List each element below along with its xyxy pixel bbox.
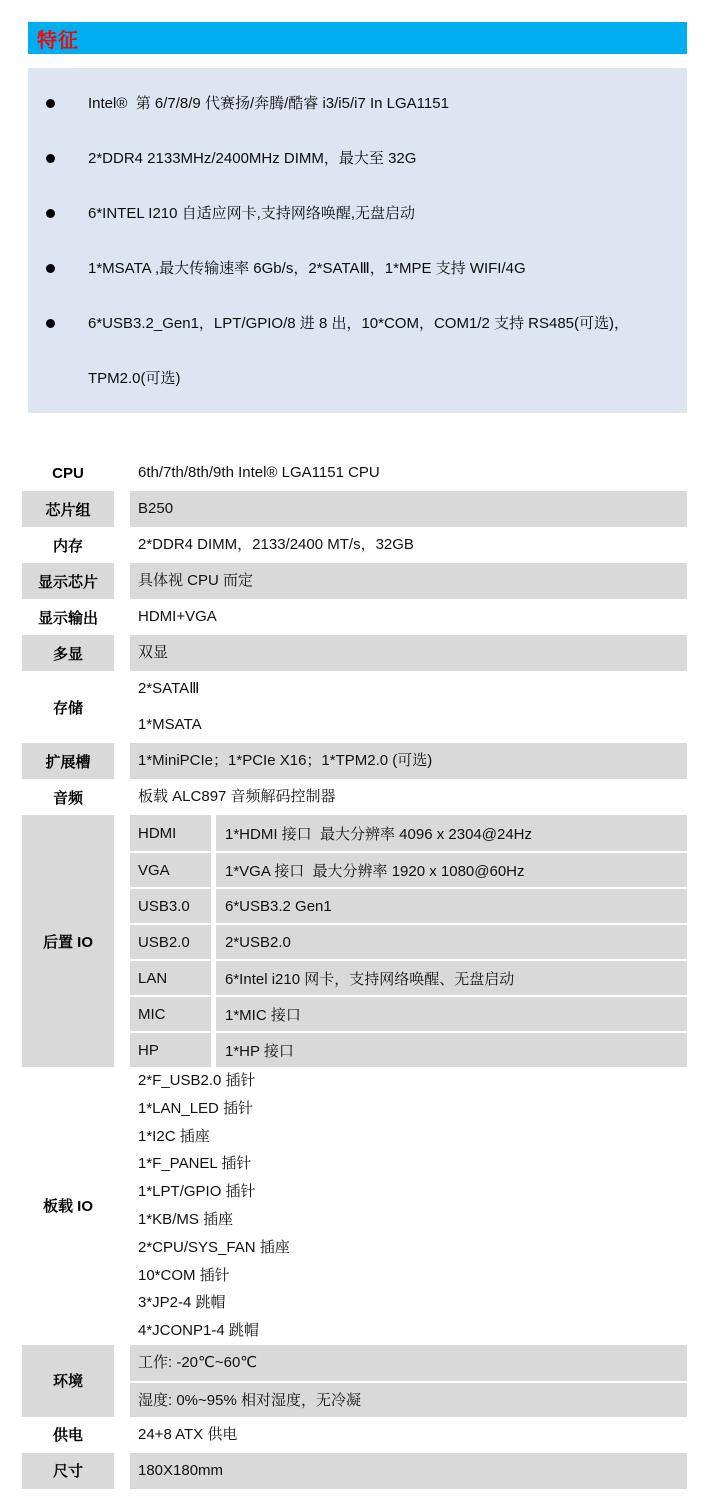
spec-label: 音频 bbox=[52, 789, 83, 807]
spec-value-line: 工作: -20℃~60℃ bbox=[138, 1353, 258, 1371]
feature-text: 6*USB3.2_Gen1，LPT/GPIO/8 进 8 出，10*COM，COM1/2 支持 RS485(可选)，TPM2.0(可选) bbox=[88, 315, 630, 387]
io-sub-row bbox=[130, 995, 687, 1031]
spec-value-line: 湿度: 0%~95% 相对湿度，无冷凝 bbox=[130, 1381, 687, 1417]
spec-value-line: 板载 ALC897 音频解码控制器 bbox=[138, 788, 336, 805]
io-port-value: 1*HP 接口 bbox=[225, 1042, 294, 1060]
io-port-name: USB2.0 bbox=[138, 933, 190, 951]
column-divider bbox=[114, 563, 130, 599]
io-port-name: VGA bbox=[138, 861, 170, 879]
spec-value bbox=[130, 563, 687, 599]
section-header-bar bbox=[28, 22, 687, 54]
column-divider bbox=[114, 491, 130, 527]
spec-value-line: 180X180mm bbox=[138, 1461, 224, 1479]
section-title: 特征 bbox=[37, 29, 79, 52]
spec-label: 多显 bbox=[22, 635, 114, 671]
io-port-value: 1*HDMI 接口 最大分辨率 4096 x 2304@24Hz bbox=[225, 825, 532, 843]
spec-label: 内存 bbox=[52, 537, 83, 555]
spec-label: 存储 bbox=[52, 699, 83, 717]
column-divider bbox=[114, 671, 130, 743]
spec-value-line: 4*JCONP1-4 跳帽 bbox=[138, 1322, 259, 1340]
io-port-name: HP bbox=[138, 1041, 159, 1059]
spec-value-line: 2*SATAⅢ bbox=[138, 680, 200, 697]
spec-label: 供电 bbox=[52, 1427, 83, 1445]
bullet-icon bbox=[46, 264, 55, 273]
spec-label: 显示芯片 bbox=[22, 563, 114, 599]
spec-row bbox=[22, 635, 687, 671]
spec-row bbox=[22, 1417, 687, 1453]
spec-label: 显示输出 bbox=[37, 609, 98, 627]
spec-value bbox=[130, 527, 687, 563]
spec-value-line: 10*COM 插针 bbox=[138, 1266, 230, 1284]
feature-text: Intel® 第 6/7/8/9 代赛扬/奔腾/酷睿 i3/i5/i7 In LGA1151 bbox=[88, 95, 449, 112]
bullet-icon bbox=[46, 319, 55, 328]
spec-value bbox=[130, 779, 687, 815]
spec-value-line: 2*CPU/SYS_FAN 插座 bbox=[138, 1238, 290, 1256]
spec-value-line: 24+8 ATX 供电 bbox=[138, 1425, 238, 1443]
spec-row bbox=[22, 743, 687, 779]
spec-value-line: 1*LAN_LED 插针 bbox=[138, 1099, 254, 1117]
spec-value bbox=[130, 1417, 687, 1453]
feature-item bbox=[28, 241, 687, 296]
io-sub-row bbox=[130, 851, 687, 887]
io-port-value: 6*USB3.2 Gen1 bbox=[225, 897, 332, 915]
spec-row bbox=[22, 815, 687, 1067]
spec-row bbox=[22, 527, 687, 563]
feature-item bbox=[28, 76, 687, 131]
io-port-name: MIC bbox=[138, 1005, 166, 1023]
spec-value bbox=[130, 1453, 687, 1489]
spec-value-line: 1*MSATA bbox=[138, 716, 202, 733]
spec-label: 扩展槽 bbox=[22, 743, 114, 779]
spec-value-line: HDMI+VGA bbox=[138, 608, 217, 625]
spec-value-line: B250 bbox=[138, 500, 174, 517]
spec-label: 尺寸 bbox=[22, 1453, 114, 1489]
spec-value bbox=[130, 599, 687, 635]
spec-value-line: 6th/7th/8th/9th Intel® LGA1151 CPU bbox=[138, 464, 380, 481]
spec-value-line: 1*KB/MS 插座 bbox=[138, 1210, 234, 1228]
spec-value bbox=[130, 455, 687, 491]
feature-item bbox=[28, 296, 687, 406]
column-divider bbox=[114, 599, 130, 635]
spec-label: 板载 IO bbox=[42, 1198, 93, 1216]
io-port-value: 1*VGA 接口 最大分辨率 1920 x 1080@60Hz bbox=[225, 862, 525, 880]
spec-row bbox=[22, 455, 687, 491]
feature-item bbox=[28, 186, 687, 241]
io-sub-row bbox=[130, 887, 687, 923]
spec-row bbox=[22, 563, 687, 599]
column-divider bbox=[114, 1453, 130, 1489]
io-port-value: 1*MIC 接口 bbox=[225, 1006, 301, 1024]
spec-row bbox=[22, 671, 687, 743]
spec-value-line: 3*JP2-4 跳帽 bbox=[138, 1294, 226, 1312]
io-sub-row bbox=[130, 959, 687, 995]
feature-text: 1*MSATA ,最大传输速率 6Gb/s，2*SATAⅢ，1*MPE 支持 WIFI/4G bbox=[88, 260, 526, 277]
bullet-icon bbox=[46, 154, 55, 163]
spec-value-line: 2*DDR4 DIMM，2133/2400 MT/s，32GB bbox=[138, 536, 414, 553]
column-divider bbox=[114, 455, 130, 491]
io-sub-row bbox=[130, 923, 687, 959]
spec-row bbox=[22, 779, 687, 815]
spec-value bbox=[130, 1345, 687, 1417]
spec-value-line: 1*LPT/GPIO 插针 bbox=[138, 1183, 256, 1201]
io-port-name: USB3.0 bbox=[138, 897, 190, 915]
features-box bbox=[28, 68, 687, 413]
spec-value-line: 双显 bbox=[138, 644, 169, 661]
column-divider bbox=[114, 743, 130, 779]
spec-row bbox=[22, 599, 687, 635]
bullet-icon bbox=[46, 209, 55, 218]
spec-row bbox=[22, 1067, 687, 1345]
column-divider bbox=[114, 1345, 130, 1417]
spec-value-line: 1*I2C 插座 bbox=[138, 1127, 210, 1145]
spec-label: 环境 bbox=[22, 1345, 114, 1417]
spec-value-line: 1*MiniPCIe；1*PCIe X16；1*TPM2.0 (可选) bbox=[138, 752, 433, 769]
spec-label: 芯片组 bbox=[22, 491, 114, 527]
bullet-icon bbox=[46, 99, 55, 108]
spec-table bbox=[22, 455, 687, 1489]
spec-label: 后置 IO bbox=[22, 815, 114, 1067]
column-divider bbox=[114, 527, 130, 563]
spec-value bbox=[130, 743, 687, 779]
spec-value bbox=[130, 1067, 687, 1345]
spec-value bbox=[130, 491, 687, 527]
column-divider bbox=[114, 1417, 130, 1453]
spec-row bbox=[22, 491, 687, 527]
spec-value bbox=[130, 635, 687, 671]
spec-row bbox=[22, 1345, 687, 1417]
io-port-name: HDMI bbox=[138, 824, 177, 842]
io-sub-row bbox=[130, 1031, 687, 1067]
spec-value bbox=[130, 671, 687, 743]
io-port-name: LAN bbox=[138, 969, 168, 987]
spec-label: CPU bbox=[52, 464, 84, 482]
io-sub-row bbox=[130, 815, 687, 851]
feature-text: 6*INTEL I210 自适应网卡,支持网络唤醒,无盘启动 bbox=[88, 205, 415, 222]
spec-value-line: 1*F_PANEL 插针 bbox=[138, 1155, 252, 1173]
column-divider bbox=[114, 1067, 130, 1345]
column-divider bbox=[114, 635, 130, 671]
spec-row bbox=[22, 1453, 687, 1489]
io-port-value: 2*USB2.0 bbox=[225, 933, 291, 951]
spec-value-line: 2*F_USB2.0 插针 bbox=[138, 1072, 256, 1089]
spec-value-line: 具体视 CPU 而定 bbox=[138, 572, 254, 589]
feature-text: 2*DDR4 2133MHz/2400MHz DIMM，最大至 32G bbox=[88, 150, 417, 167]
column-divider bbox=[114, 779, 130, 815]
io-port-value: 6*Intel i210 网卡，支持网络唤醒、无盘启动 bbox=[225, 970, 515, 988]
column-divider bbox=[114, 815, 130, 1067]
feature-item bbox=[28, 131, 687, 186]
